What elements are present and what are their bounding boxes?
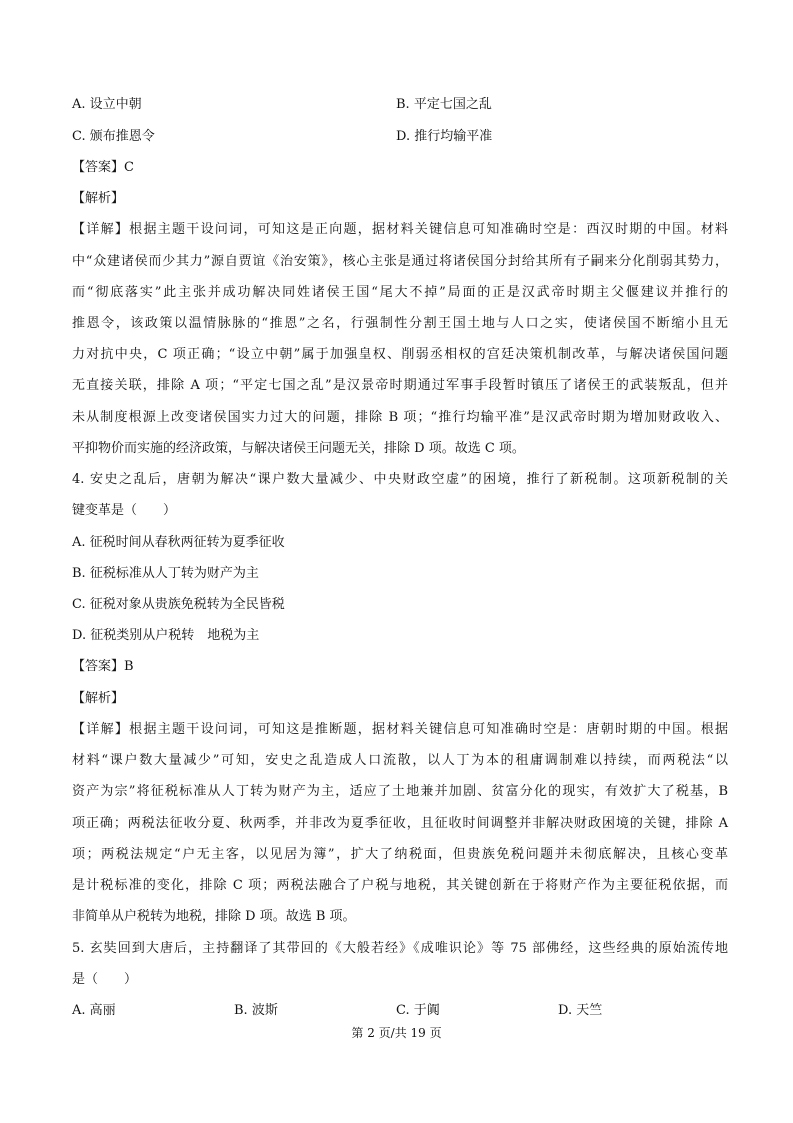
q3-answer: 【答案】C	[72, 160, 134, 175]
q5-stem-line: 5. 玄奘回到大唐后，主持翻译了其带回的《大般若经》《成唯识论》等 75 部佛经，这些经典的原始流传地	[72, 941, 728, 956]
q3-detail-line: 中“众建诸侯而少其力”源自贾谊《治安策》，核心主张是通过将诸侯国分封给其所有子嗣来分化削弱其势力，	[72, 254, 728, 269]
q4-detail-line: 材料“课户数大量减少”可知，安史之乱造成人口流散，以人丁为本的租庸调制难以持续，而两税法“以	[72, 753, 728, 768]
q4-stem-line: 4. 安史之乱后，唐朝为解决“课户数大量减少、中央财政空虚”的困境，推行了新税制。这项新税制的关	[72, 472, 728, 487]
q3-detail-line: 而“彻底落实”此主张并成功解决同姓诸侯王国“尾大不掉”局面的正是汉武帝时期主父偃建议并推行的	[72, 285, 728, 300]
q4-detail-line: 资产为宗”将征税标准从人丁转为财产为主，适应了土地兼并加剧、贫富分化的现实，有效扩大了税基，B	[72, 784, 728, 799]
page-footer: 第 2 页/共 19 页	[351, 1026, 442, 1040]
q3-detail-line: 力对抗中央，C 项正确；“设立中朝”属于加强皇权、削弱丞相权的宫廷决策机制改革，与解决诸侯国问题	[72, 347, 728, 362]
q4-analysis-label: 【解析】	[72, 691, 125, 706]
q3-analysis-label: 【解析】	[72, 191, 125, 206]
q5-stem-line: 是（ ）	[72, 972, 138, 987]
q4-option-b: B. 征税标准从人丁转为财产为主	[72, 566, 259, 581]
q3-option-c: C. 颁布推恩令	[72, 129, 155, 144]
q5-option-b: B. 波斯	[234, 1003, 278, 1018]
q4-detail-line: 是计税标准的变化，排除 C 项；两税法融合了户税与地税，其关键创新在于将财产作为主要征税依据，而	[72, 878, 728, 893]
q4-detail-line: 项；两税法规定“户无主客，以见居为簿”，扩大了纳税面，但贵族免税问题并未彻底解决，且核心变革	[72, 847, 728, 862]
q3-option-b: B. 平定七国之乱	[396, 97, 492, 112]
q4-detail-line: 非简单从户税转为地税，排除 D 项。故选 B 项。	[72, 909, 356, 924]
q4-detail-line: 【详解】根据主题干设问词，可知这是推断题，据材料关键信息可知准确时空是：唐朝时期的中国。根据	[72, 722, 728, 737]
q5-option-d: D. 天竺	[558, 1003, 603, 1018]
q4-stem-line: 键变革是（ ）	[72, 503, 177, 518]
q4-option-d: D. 征税类别从户税转 地税为主	[72, 628, 260, 643]
q3-detail-line: 无直接关联，排除 A 项；“平定七国之乱”是汉景帝时期通过军事手段暂时镇压了诸侯王的武装叛乱，但并	[72, 378, 728, 393]
q3-detail-line: 平抑物价而实施的经济政策，与解决诸侯王问题无关，排除 D 项。故选 C 项。	[72, 441, 525, 456]
q3-detail-line: 推恩令，该政策以温情脉脉的“推恩”之名，行强制性分割王国土地与人口之实，使诸侯国不断缩小且无	[72, 316, 728, 331]
q5-option-c: C. 于阗	[396, 1003, 440, 1018]
q4-answer: 【答案】B	[72, 659, 134, 674]
q5-option-a: A. 高丽	[72, 1003, 116, 1018]
q3-option-d: D. 推行均输平准	[396, 129, 493, 144]
q3-detail-line: 未从制度根源上改变诸侯国实力过大的问题，排除 B 项；“推行均输平准”是汉武帝时期为增加财政收入、	[72, 410, 728, 425]
q3-detail-line: 【详解】根据主题干设问词，可知这是正向题，据材料关键信息可知准确时空是：西汉时期的中国。材料	[72, 222, 728, 237]
q4-option-c: C. 征税对象从贵族免税转为全民皆税	[72, 597, 285, 612]
q3-option-a: A. 设立中朝	[72, 97, 142, 112]
q4-option-a: A. 征税时间从春秋两征转为夏季征收	[72, 535, 285, 550]
q4-detail-line: 项正确；两税法征收分夏、秋两季，并非改为夏季征收，且征收时间调整并非解决财政困境的关键，排除 A	[72, 816, 728, 831]
